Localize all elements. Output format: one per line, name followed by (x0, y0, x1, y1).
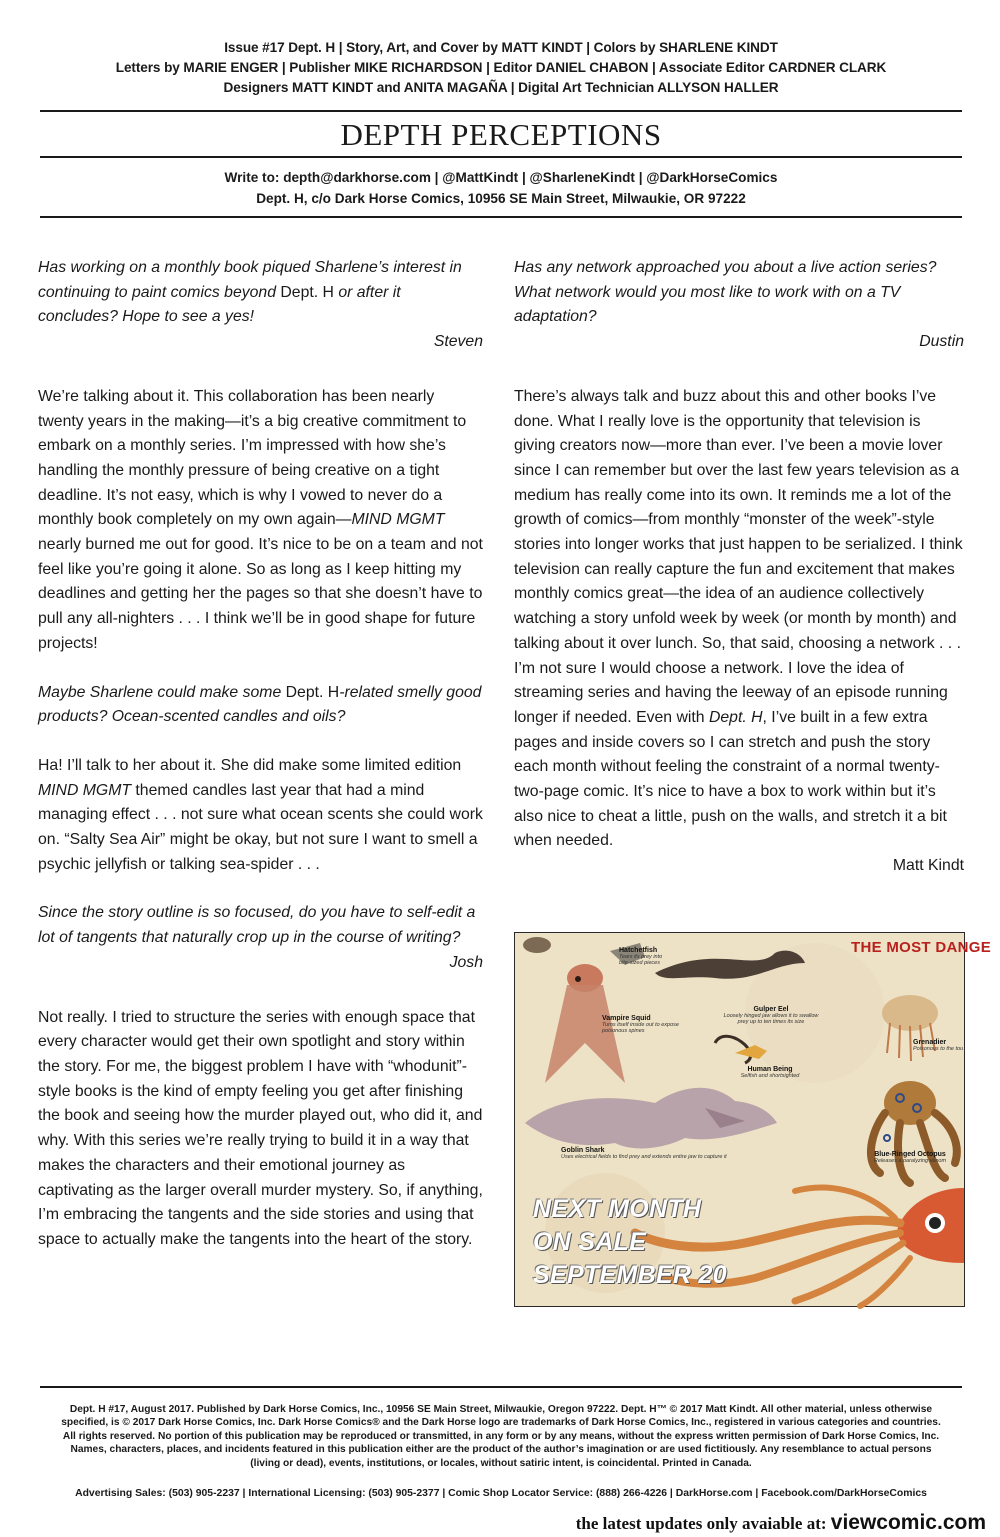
letter-question-2: Maybe Sharlene could make some Dept. H-related smelly good products? Ocean-scented candles and oils? (38, 683, 482, 726)
divider-contact (40, 216, 962, 218)
letter-answer-3: Not really. I tried to structure the series with enough space that every character would get their own spotlight and story within the story. For me, the biggest problem I have with “whodunit”-style books is the kind of empty feeling you get after finishing the book and seeing how the murder played out, who did it, and why. With this series we’re really trying to build it in a way that makes the characters and their emotional journey as captivating as the larger overall murder mystery. So, if anything, I’m embracing the tangents and the side stories and using that space to actually make the tangents into the heart of the story. (38, 1008, 483, 1248)
creature-label-human-being: Human Being Selfish and shortsighted (740, 1066, 800, 1079)
divider-top (40, 110, 962, 112)
creature-label-gulper-eel: Gulper Eel Loosely hinged jaw allows it to swallow prey up to ten times its size (723, 1006, 819, 1025)
divider-title (40, 156, 962, 158)
preview-heading: THE MOST DANGE (851, 939, 992, 956)
contact-phone-line: Advertising Sales: (503) 905-2237 | International Licensing: (503) 905-2377 | Comic Shop Locator Service: (888) 266-4226 | DarkHorse.com | Facebook.com/DarkHorseComics (75, 1488, 927, 1499)
credits-block (40, 38, 962, 98)
next-month-banner: NEXT MONTH ON SALE SEPTEMBER 20 (533, 1195, 727, 1289)
letter-question-3: Since the story outline is so focused, do you have to self-edit a lot of tangents that naturally crop up in the course of writing? (38, 904, 476, 947)
divider-legal (40, 1386, 962, 1388)
creature-label-grenadier: Grenadier Poisonous to the tou (913, 1039, 964, 1052)
creature-label-blue-ringed-octopus: Blue-Ringed Octopus Releases a paralyzing venom (873, 1151, 947, 1164)
left-column (38, 256, 483, 1253)
letter-question-1: Has working on a monthly book piqued Sharlene’s interest in continuing to paint comics beyond Dept. H or after it concludes? Hope to see a yes! (38, 259, 462, 326)
creature-label-goblin-shark: Goblin Shark Uses electrical fields to find prey and extends entire jaw to capture it (561, 1147, 727, 1160)
letter-signature-dustin: Dustin (919, 333, 964, 351)
footer-watermark (576, 1511, 986, 1535)
letter-answer-1: We’re talking about it. This collaboration has been nearly twenty years in the making—it’s a big creative commitment to embark on a monthly series. I’m impressed with how she’s handling the monthly pressure of being creative on a tight deadline. It’s not easy, which is why I vowed to never do a monthly book completely on my own again—MIND MGMT nearly burned me out for good. It’s nice to be on a team and not feel like you’re going it alone. So as long as I keep hitting my deadlines and getting her the pages so that she doesn’t have to pull any all-nighters . . . I think we’ll be in good shape for future projects! (38, 387, 483, 652)
legal-notice: Dept. H #17, August 2017. Published by Dark Horse Comics, Inc., 10956 SE Main Street, Milwaukie, Oregon 97222. Dept. H™ © 2017 Matt Kindt. All other material, unless otherwise specified, is © 2017 Dark Horse Comics, Inc. Dark Horse Comics® and the Dark Horse logo are trademarks of Dark Horse Comics, Inc., registered in various categories and countries. All rights reserved. No portion of this publication may be reproduced or transmitted, in any form or by any means, without the express written permission of Dark Horse Comics, Inc. Names, characters, places, and incidents featured in this publication either are the product of the author’s imagination or are used fictitiously. Any resemblance to actual persons (living or dead), events, institutions, or locales, without satiric intent, is coincidental. Printed in Canada. (61, 1404, 941, 1469)
contact-line-1: Write to: depth@darkhorse.com | @MattKindt | @SharleneKindt | @DarkHorseComics (224, 170, 778, 185)
signoff-matt-kindt: Matt Kindt (892, 857, 964, 875)
contact-block (40, 167, 962, 209)
footer-site-link[interactable]: viewcomic.com (830, 1511, 986, 1534)
creature-label-vampire-squid: Vampire Squid Turns itself inside out to expose poisonous spines (602, 1015, 679, 1034)
letter-signature-josh: Josh (449, 953, 483, 971)
letter-signature-steven: Steven (433, 333, 483, 351)
contact-line-2: Dept. H, c/o Dark Horse Comics, 10956 SE Main Street, Milwaukie, OR 97222 (256, 191, 746, 206)
letter-answer-2: Ha! I’ll talk to her about it. She did make some limited edition MIND MGMT themed candles last year that had a mind managing effect . . . not sure what ocean scents she could work on. “Salty Sea Air” might be okay, but not sure I want to smell a psychic jellyfish or talking sea-spider . . . (38, 756, 483, 873)
letter-answer-4: There’s always talk and buzz about this and other books I’ve done. What I really love is the opportunity that television is giving creators now—more than ever. I’ve been a movie lover since I can remember but over the last few years television as a medium has really come into its own. It reminds me a lot of the growth of comics—from monthly “monster of the week”-style stories into longer works that just happen to be serialized. I think television can really capture the fun and excitement that makes monthly comics great—the idea of an audience collectively watching a story unfold week by week (or month by month) and talking about it over lunch. So, that said, choosing a network . . . I’m not sure I would choose a network. I love the idea of streaming series and having the leeway of an episode running longer if needed. Even with Dept. H, I’ve built in a few extra pages and inside covers so I can stretch and push the story each month without feeling the constraint of a normal twenty-two-page comic. It’s nice to have a box to work within but it’s also nice to cheat a little, push on the walls, and stretch it a bit when needed. (514, 387, 963, 850)
next-issue-preview (514, 932, 992, 1307)
letter-question-4: Has any network approached you about a live action series? What network would you most like to work with on a TV adaptation? (514, 259, 937, 326)
right-column (514, 256, 964, 879)
credits-line-2: Letters by MARIE ENGER | Publisher MIKE RICHARDSON | Editor DANIEL CHABON | Associate Editor CARDNER CLARK (115, 60, 887, 75)
credits-line-3: Designers MATT KINDT and ANITA MAGAÑA | Digital Art Technician ALLYSON HALLER (223, 80, 779, 95)
credits-line-1: Issue #17 Dept. H | Story, Art, and Cover by MATT KINDT | Colors by SHARLENE KINDT (224, 40, 778, 55)
page-title: DEPTH PERCEPTIONS (340, 117, 662, 152)
creature-label-hatchetfish: Hatchetfish Tears its prey into bite-sized pieces (619, 947, 663, 966)
footer-text: the latest updates only avaiable at: (575, 1514, 827, 1533)
